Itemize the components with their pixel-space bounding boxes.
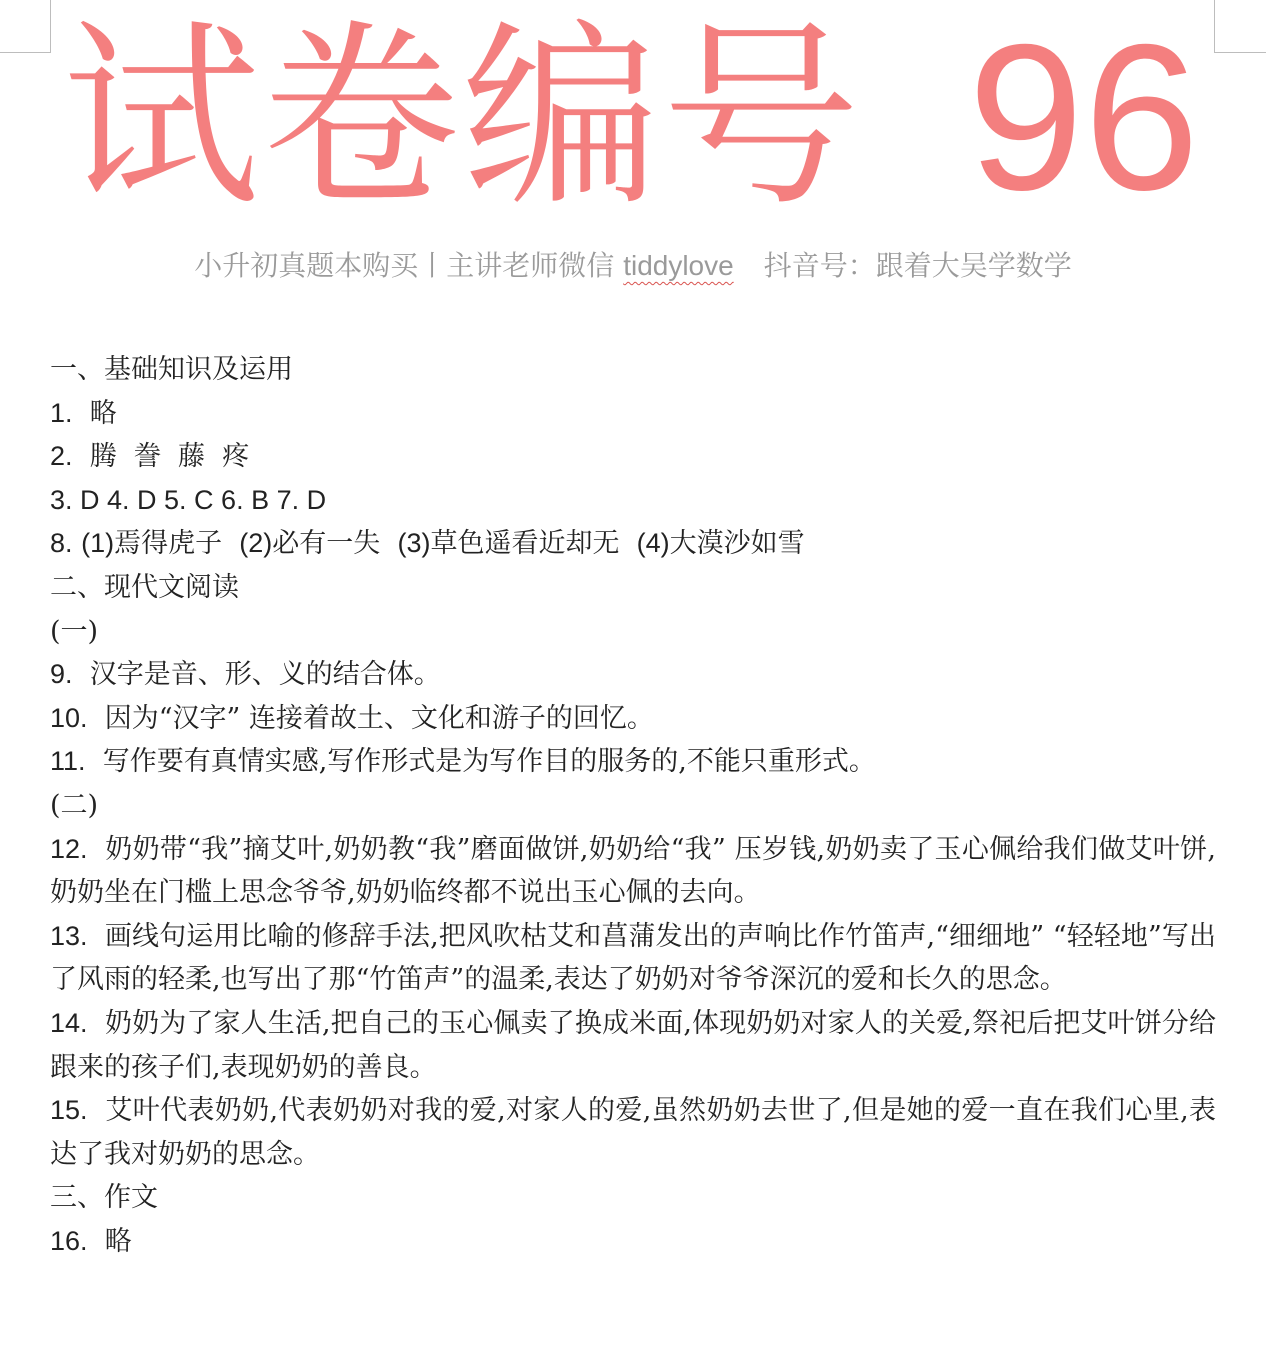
answer-q13: 13. 画线句运用比喻的修辞手法,把风吹枯艾和菖蒲发出的声响比作竹笛声,“细细地” “轻轻地”写出了风雨的轻柔,也写出了那“竹笛声”的温柔,表达了奶奶对爷爷深沉的爱和长久的思念。 — [50, 920, 1216, 996]
answer-q2: 2. 腾 誊 藤 疼 — [50, 441, 250, 473]
answer-content — [50, 348, 1216, 1263]
header-info — [0, 246, 1266, 286]
answer-q1: 1. 略 — [50, 397, 117, 429]
answer-q11: 11. 写作要有真情实感,写作形式是为写作目的服务的,不能只重形式。 — [50, 746, 876, 778]
answer-q16: 16. 略 — [50, 1225, 132, 1257]
section-heading-reading: 二、现代文阅读 — [50, 571, 239, 603]
subsection-one: (一) — [50, 615, 99, 647]
answer-q12: 12. 奶奶带“我”摘艾叶,奶奶教“我”磨面做饼,奶奶给“我” 压岁钱,奶奶卖了玉心佩给我们做艾叶饼,奶奶坐在门槛上思念爷爷,奶奶临终都不说出玉心佩的去向。 — [50, 833, 1216, 909]
exam-number-watermark — [0, 0, 1266, 234]
section-heading-basics: 一、基础知识及运用 — [50, 354, 293, 385]
header-purchase-text: 小升初真题本购买丨主讲老师微信 — [194, 249, 615, 282]
watermark-number: 96 — [968, 2, 1200, 234]
answer-q10: 10. 因为“汉字” 连接着故土、文化和游子的回忆。 — [50, 702, 654, 734]
watermark-title: 试卷编号 — [62, 2, 862, 233]
answer-q14: 14. 奶奶为了家人生活,把自己的玉心佩卖了换成米面,体现奶奶对家人的关爱,祭祀后把艾叶饼分给跟来的孩子们,表现奶奶的善良。 — [50, 1007, 1216, 1083]
answer-q8: 8. (1)焉得虎子 (2)必有一失 (3)草色遥看近却无 (4)大漠沙如雪 — [50, 528, 805, 560]
answer-q9: 9. 汉字是音、形、义的结合体。 — [50, 659, 441, 691]
section-heading-essay: 三、作文 — [50, 1182, 158, 1214]
header-wechat-id: tiddylove — [623, 250, 734, 281]
answer-q15: 15. 艾叶代表奶奶,代表奶奶对我的爱,对家人的爱,虽然奶奶去世了,但是她的爱一直在我们心里,表达了我对奶奶的思念。 — [50, 1095, 1216, 1170]
header-douyin-text: 抖音号：跟着大吴学数学 — [763, 249, 1072, 282]
subsection-two: (二) — [50, 789, 99, 821]
answer-q3-q7: 3. D 4. D 5. C 6. B 7. D — [50, 484, 327, 515]
